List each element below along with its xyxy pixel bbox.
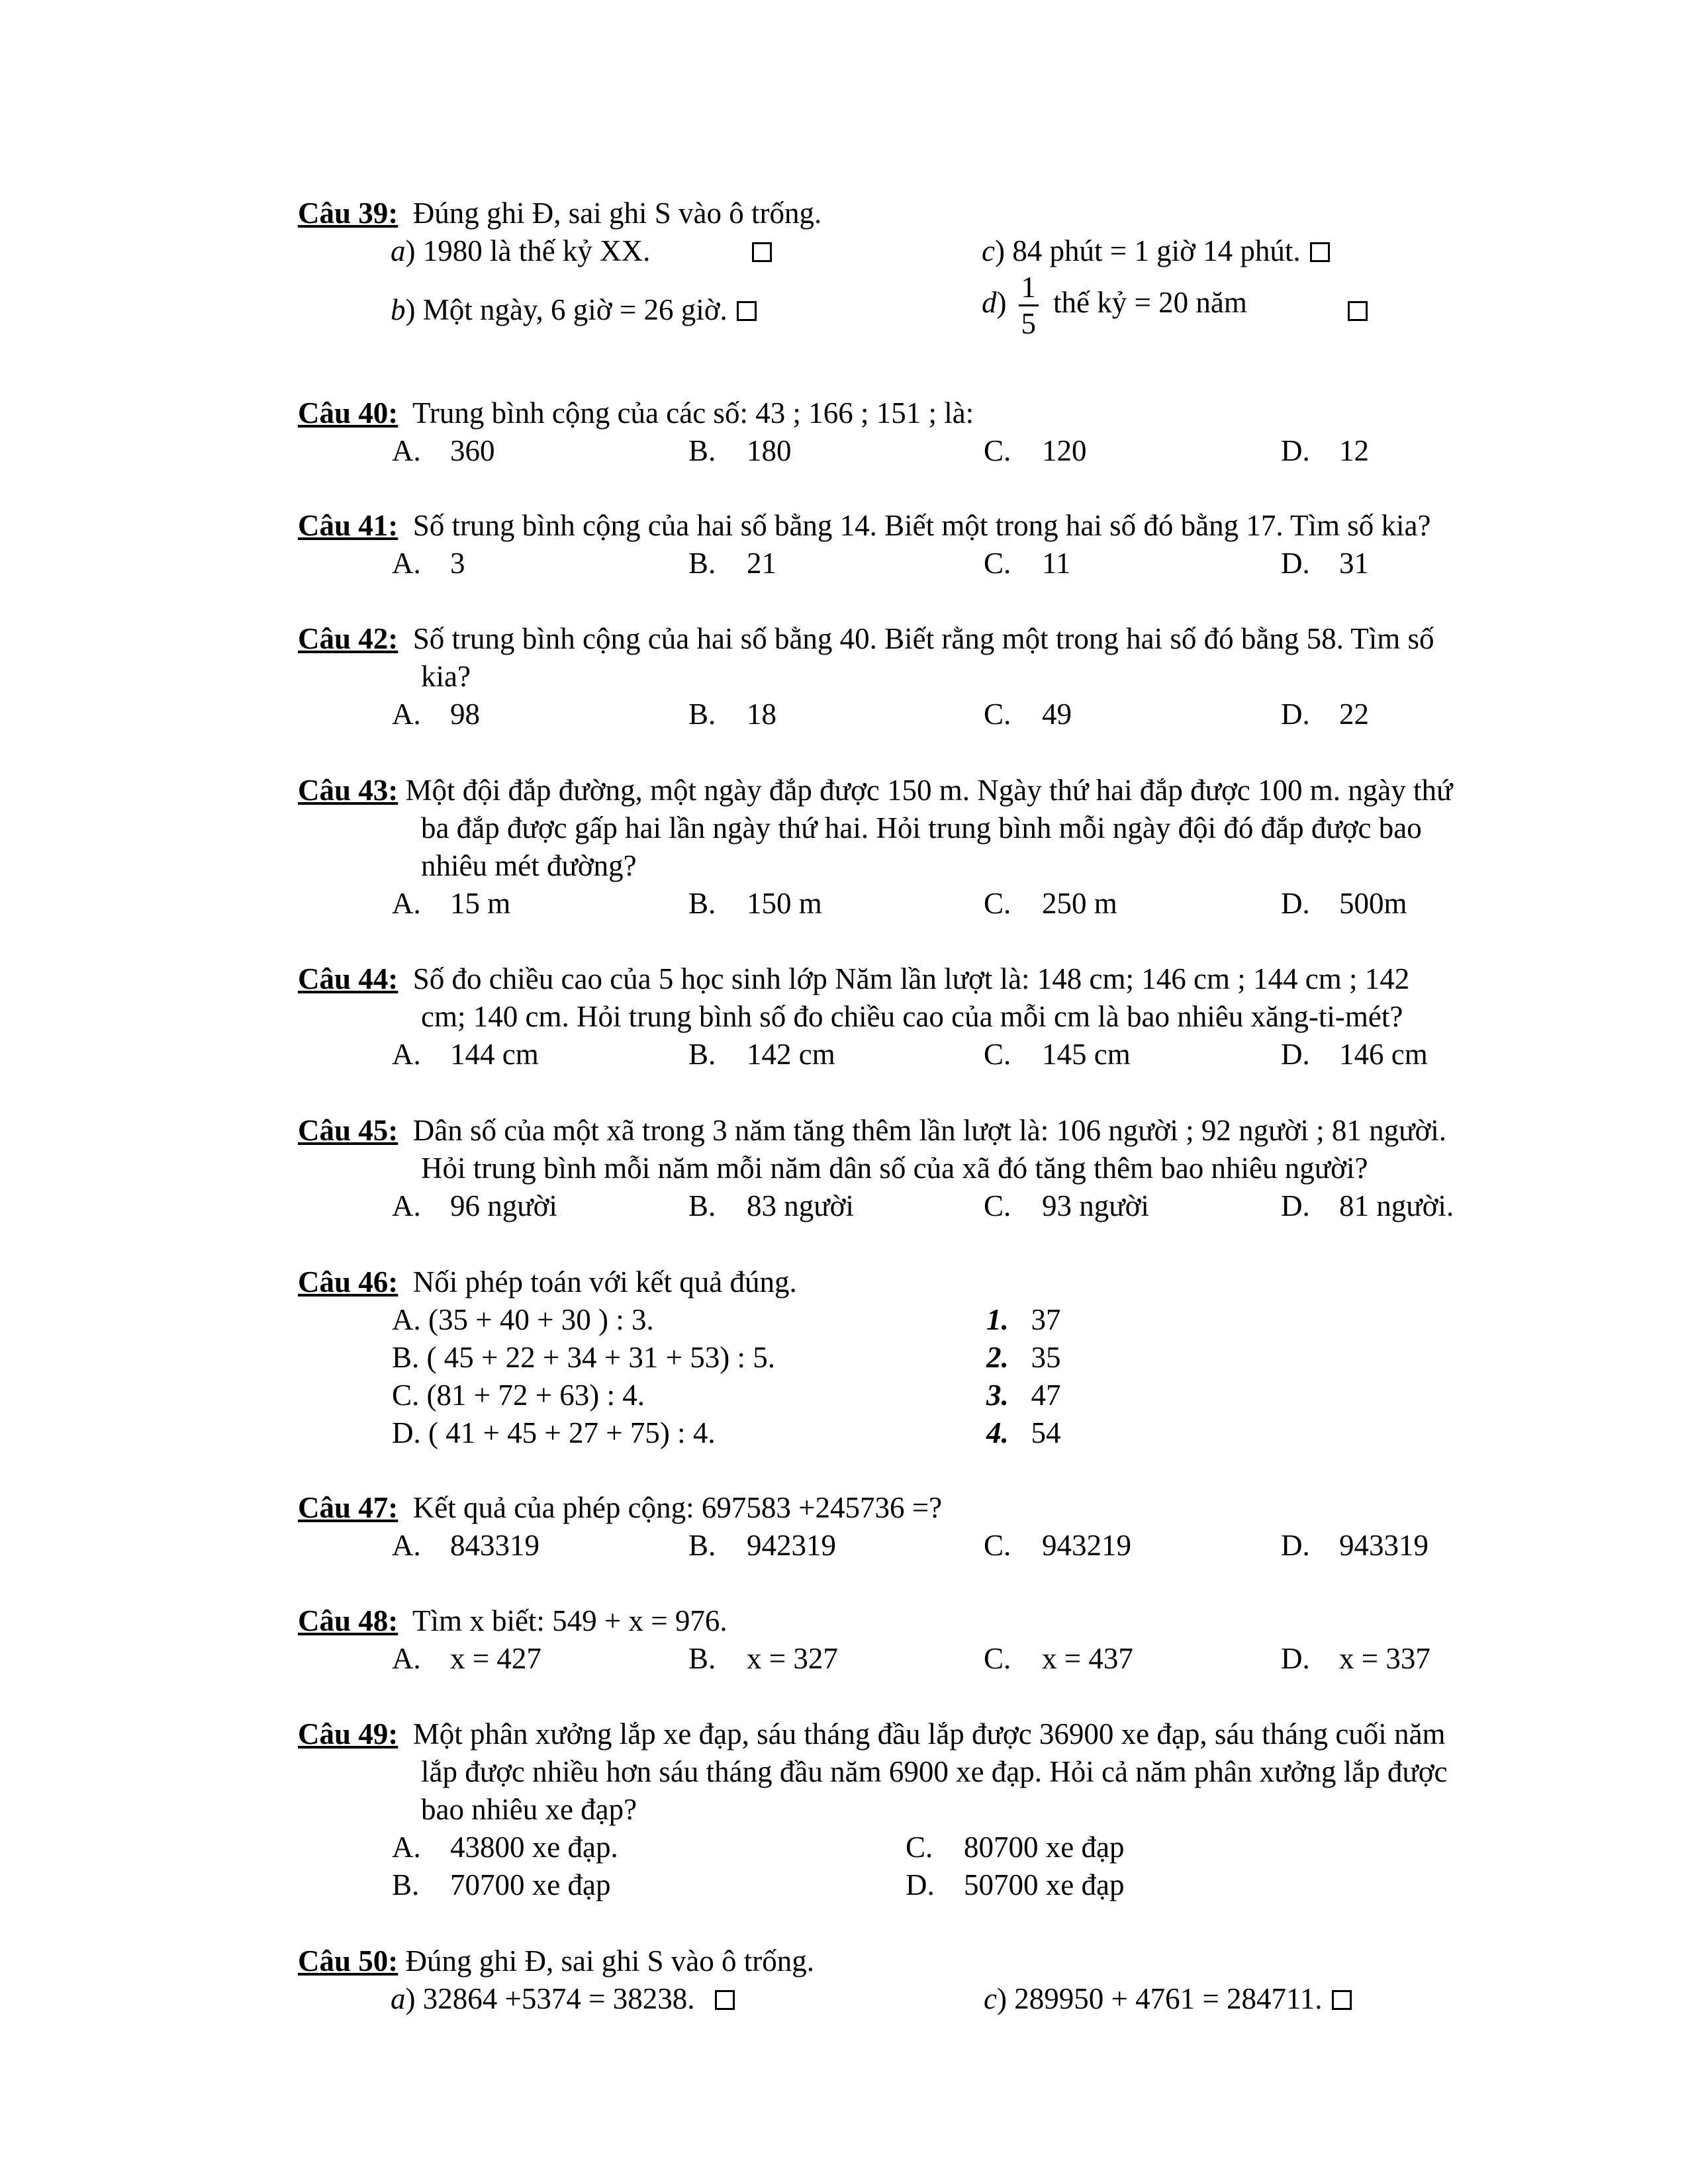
question-43 <box>298 772 1589 923</box>
question-45 <box>298 1112 1589 1225</box>
option-a[interactable]: A. x = 427 <box>392 1642 541 1675</box>
question-text: Kết quả của phép cộng: 697583 +245736 =? <box>412 1491 943 1524</box>
question-text: Đúng ghi Đ, sai ghi S vào ô trống. <box>405 1944 814 1978</box>
match-left-c[interactable]: C. (81 + 72 + 63) : 4. <box>392 1379 645 1412</box>
question-text-continued: lắp được nhiều hơn sáu tháng đầu năm 6900 xe đạp. Hỏi cả năm phân xưởng lắp được <box>421 1755 1448 1788</box>
option-a[interactable]: A. 98 <box>392 698 480 731</box>
option-b[interactable]: B. 180 <box>688 434 792 467</box>
tf-item-a: a) 1980 là thế kỷ XX. <box>391 234 651 267</box>
question-text: Nối phép toán với kết quả đúng. <box>412 1265 797 1298</box>
question-label: Câu 49: <box>298 1717 399 1751</box>
tf-item-a: a) 32864 +5374 = 38238. <box>391 1980 735 2018</box>
tf-item-c: c) 84 phút = 1 giờ 14 phút. <box>982 232 1330 270</box>
option-d[interactable]: D. 500m <box>1281 887 1407 920</box>
fraction: $\frac{1}{5}$ <box>1019 270 1039 341</box>
tf-box-b[interactable] <box>737 301 757 321</box>
tf-item-d: d) $\frac{1}{5}$ thế kỷ = 20 năm <box>982 271 1247 340</box>
question-text: Dân số của một xã trong 3 năm tăng thêm lần lượt là: 106 người ; 92 người ; 81 người. <box>412 1114 1447 1147</box>
question-41 <box>298 507 1589 582</box>
question-label: Câu 45: <box>298 1114 399 1147</box>
option-b[interactable]: B. 142 cm <box>688 1038 835 1071</box>
question-44 <box>298 960 1589 1073</box>
option-c[interactable]: C. 49 <box>984 698 1072 731</box>
option-c[interactable]: C. 93 người <box>984 1189 1149 1222</box>
question-label: Câu 44: <box>298 962 399 995</box>
option-d[interactable]: D. x = 337 <box>1281 1642 1430 1675</box>
question-label: Câu 46: <box>298 1265 399 1298</box>
option-a[interactable]: A. 843319 <box>392 1529 539 1562</box>
match-left-d[interactable]: D. ( 41 + 45 + 27 + 75) : 4. <box>392 1416 716 1449</box>
question-46 <box>298 1263 1589 1452</box>
option-b[interactable]: B. 70700 xe đạp <box>392 1868 611 1901</box>
question-text-continued: Hỏi trung bình mỗi năm mỗi năm dân số của xã đó tăng thêm bao nhiêu người? <box>421 1152 1368 1185</box>
option-b[interactable]: B. 21 <box>688 547 776 580</box>
option-c[interactable]: C. 11 <box>984 547 1071 580</box>
question-42 <box>298 620 1589 733</box>
question-49 <box>298 1715 1589 1904</box>
option-c[interactable]: C. 145 cm <box>984 1038 1131 1071</box>
option-c[interactable]: C. 80700 xe đạp <box>906 1831 1125 1864</box>
option-a[interactable]: A. 3 <box>392 547 465 580</box>
question-label: Câu 41: <box>298 509 399 542</box>
match-right-1[interactable]: 1. 37 <box>986 1303 1061 1336</box>
question-text: Số đo chiều cao của 5 học sinh lớp Năm lần lượt là: 148 cm; 146 cm ; 144 cm ; 142 <box>412 962 1410 995</box>
option-d[interactable]: D. 146 cm <box>1281 1038 1428 1071</box>
question-text-continued: cm; 140 cm. Hỏi trung bình số đo chiều cao của mỗi cm là bao nhiêu xăng-ti-mét? <box>421 1000 1403 1033</box>
question-text-continued: ba đắp được gấp hai lần ngày thứ hai. Hỏi trung bình mỗi ngày đội đó đắp được bao <box>421 811 1422 844</box>
option-c[interactable]: C. 250 m <box>984 887 1117 920</box>
question-text: Trung bình cộng của các số: 43 ; 166 ; 151 ; là: <box>412 396 974 430</box>
option-d[interactable]: D. 22 <box>1281 698 1369 731</box>
question-label: Câu 43: <box>298 774 399 807</box>
option-d[interactable]: D. 31 <box>1281 547 1369 580</box>
match-right-3[interactable]: 3. 47 <box>986 1379 1061 1412</box>
option-b[interactable]: B. x = 327 <box>688 1642 838 1675</box>
question-text-continued: kia? <box>421 660 471 693</box>
question-label: Câu 47: <box>298 1491 399 1524</box>
question-40 <box>298 394 1589 470</box>
option-d[interactable]: D. 943319 <box>1281 1529 1429 1562</box>
question-text-continued: nhiêu mét đường? <box>421 849 637 882</box>
option-b[interactable]: B. 942319 <box>688 1529 836 1562</box>
tf-box-c[interactable] <box>1332 1990 1352 2010</box>
question-label: Câu 39: <box>298 197 399 230</box>
option-a[interactable]: A. 360 <box>392 434 495 467</box>
match-left-b[interactable]: B. ( 45 + 22 + 34 + 31 + 53) : 5. <box>392 1341 776 1374</box>
match-right-2[interactable]: 2. 35 <box>986 1341 1061 1374</box>
question-text: Tìm x biết: 549 + x = 976. <box>412 1604 727 1637</box>
question-text-continued: bao nhiêu xe đạp? <box>421 1793 637 1826</box>
option-a[interactable]: A. 15 m <box>392 887 511 920</box>
option-c[interactable]: C. 943219 <box>984 1529 1131 1562</box>
question-48 <box>298 1602 1589 1678</box>
option-a[interactable]: A. 43800 xe đạp. <box>392 1831 618 1864</box>
question-label: Câu 48: <box>298 1604 399 1637</box>
option-d[interactable]: D. 12 <box>1281 434 1369 467</box>
option-b[interactable]: B. 83 người <box>688 1189 854 1222</box>
question-text: Một đội đắp đường, một ngày đắp được 150 m. Ngày thứ hai đắp được 100 m. ngày thứ <box>405 774 1453 807</box>
option-c[interactable]: C. 120 <box>984 434 1087 467</box>
question-label: Câu 42: <box>298 622 399 655</box>
tf-item-b: b) Một ngày, 6 giờ = 26 giờ. <box>391 291 757 329</box>
question-39 <box>298 195 1589 353</box>
tf-box-d[interactable] <box>1338 291 1368 329</box>
tf-box-a[interactable] <box>743 232 772 270</box>
option-b[interactable]: B. 18 <box>688 698 776 731</box>
option-d[interactable]: D. 50700 xe đạp <box>906 1868 1125 1901</box>
question-text: Số trung bình cộng của hai số bằng 14. Biết một trong hai số đó bằng 17. Tìm số kia? <box>412 509 1431 542</box>
match-right-4[interactable]: 4. 54 <box>986 1416 1061 1449</box>
option-c[interactable]: C. x = 437 <box>984 1642 1133 1675</box>
question-text: Số trung bình cộng của hai số bằng 40. Biết rằng một trong hai số đó bằng 58. Tìm số <box>412 622 1434 655</box>
question-47 <box>298 1489 1589 1565</box>
tf-box-c[interactable] <box>1310 242 1330 262</box>
question-text: Đúng ghi Đ, sai ghi S vào ô trống. <box>412 197 822 230</box>
option-a[interactable]: A. 96 người <box>392 1189 557 1222</box>
option-b[interactable]: B. 150 m <box>688 887 822 920</box>
question-label: Câu 40: <box>298 396 399 430</box>
question-50 <box>298 1942 1589 2018</box>
question-text: Một phân xưởng lắp xe đạp, sáu tháng đầu lắp được 36900 xe đạp, sáu tháng cuối năm <box>412 1717 1446 1751</box>
match-left-a[interactable]: A. (35 + 40 + 30 ) : 3. <box>392 1303 654 1336</box>
tf-box-a[interactable] <box>715 1990 735 2010</box>
option-d[interactable]: D. 81 người. <box>1281 1189 1454 1222</box>
option-a[interactable]: A. 144 cm <box>392 1038 539 1071</box>
question-label: Câu 50: <box>298 1944 399 1978</box>
tf-item-c: c) 289950 + 4761 = 284711. <box>984 1980 1352 2018</box>
